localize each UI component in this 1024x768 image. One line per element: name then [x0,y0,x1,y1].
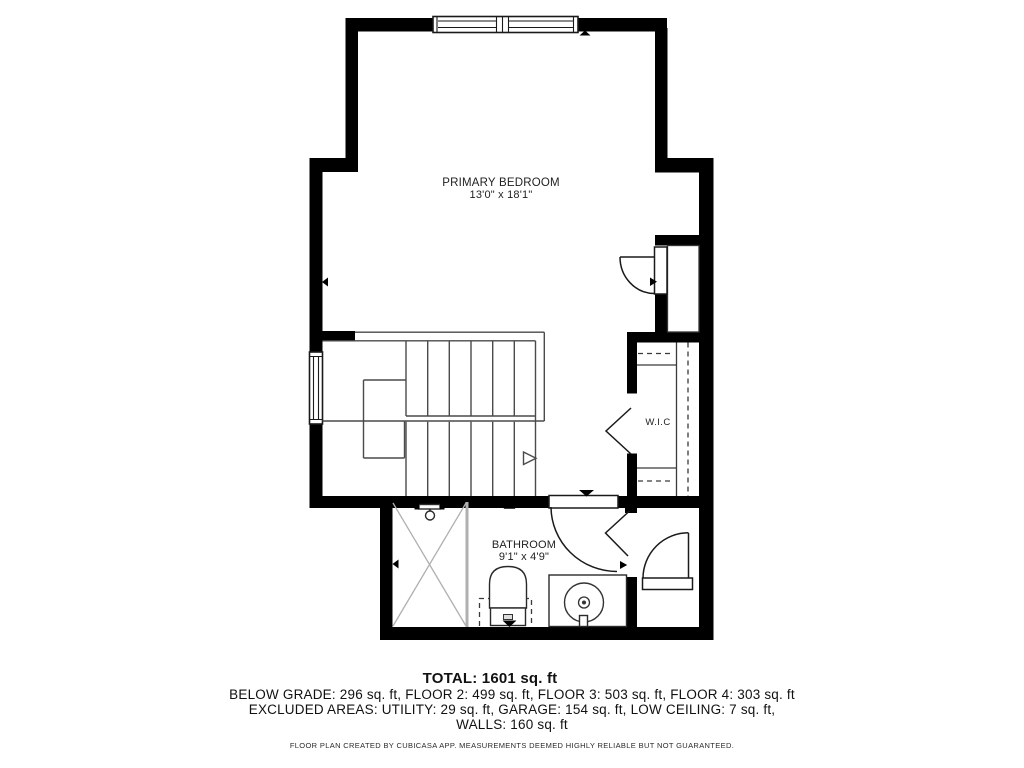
void-shaft [668,246,700,333]
total-area-text: TOTAL: 1601 sq. ft [422,670,558,687]
excluded-areas-text: EXCLUDED AREAS: UTILITY: 29 sq. ft, GARAGE: 154 sq. ft, LOW CEILING: 7 sq. ft, [248,702,776,717]
floor-areas-text: BELOW GRADE: 296 sq. ft, FLOOR 2: 499 sq. ft, FLOOR 3: 503 sq. ft, FLOOR 4: 303 sq. ft [229,687,795,702]
primary-bedroom-label [442,177,560,201]
room-dimensions: 9'1" x 4'9" [498,551,550,563]
bedroom-swing-door [620,247,667,294]
disclaimer-text: FLOOR PLAN CREATED BY CUBICASA APP. MEASUREMENTS DEEMED HIGHLY RELIABLE BUT NOT GUARANTEED. [289,741,735,750]
room-name: PRIMARY BEDROOM [442,177,560,189]
stair-direction-arrow-icon [524,452,537,465]
double-window-icon [433,17,578,33]
shower-head-icon [415,504,445,521]
walls-area-text: WALLS: 160 sq. ft [456,717,568,732]
bathroom-label [492,539,556,563]
landing-swing-door [643,533,693,590]
side-window-icon [310,352,323,424]
opening-markers [322,31,591,569]
room-name: W.I.C [645,416,671,428]
landing-bifold-door [606,511,630,569]
room-name: BATHROOM [491,539,557,551]
area-summary [0,670,1024,750]
toilet-icon [480,567,532,628]
wic-label [645,417,670,428]
shower [393,502,467,627]
sink-vanity-icon [549,575,627,627]
wic-bifold-door [606,408,631,454]
room-dimensions: 13'0" x 18'1" [469,189,533,201]
staircase [323,332,545,496]
